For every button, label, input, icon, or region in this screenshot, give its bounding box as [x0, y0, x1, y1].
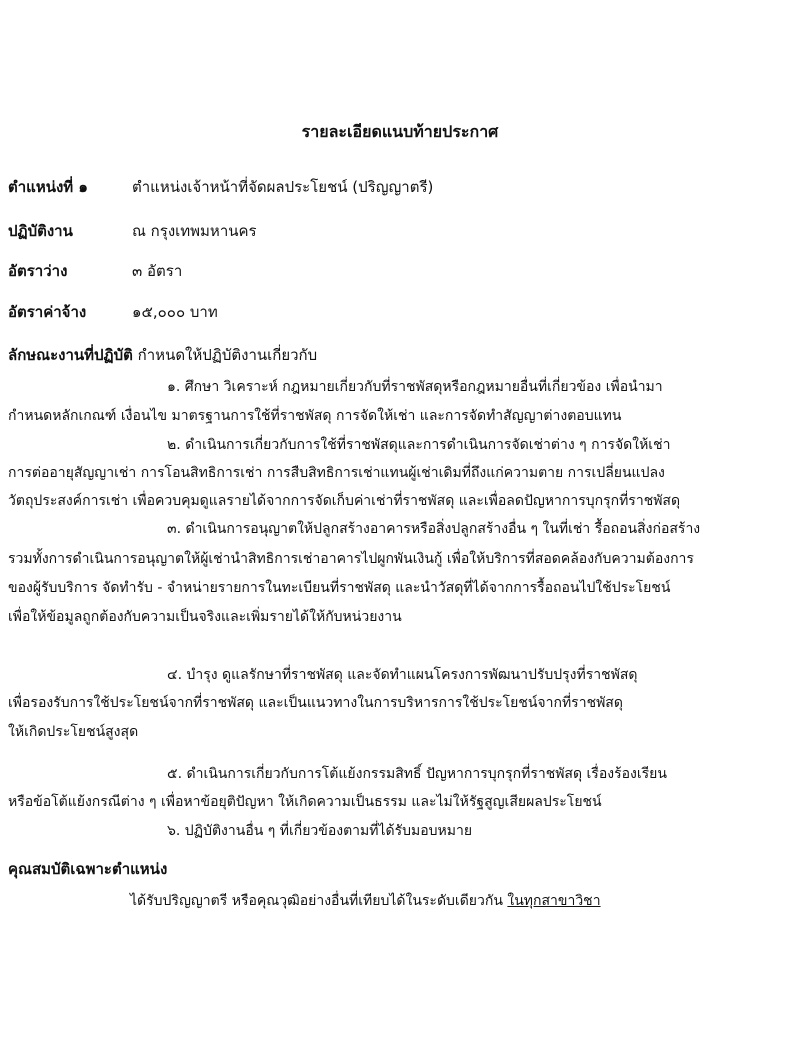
duty-line: ๒. ดำเนินการเกี่ยวกับการใช้ที่ราชพัสดุและการดำเนินการจัดเช่าต่าง ๆ การจัดให้เช่า	[167, 437, 671, 453]
duty-line: ๔. บำรุง ดูแลรักษาที่ราชพัสดุ และจัดทำแผนโครงการพัฒนาปรับปรุงที่ราชพัสดุ	[167, 667, 638, 683]
qualification-text	[130, 890, 601, 912]
field-workplace-label: ปฏิบัติงาน	[8, 222, 73, 240]
qualification-label: คุณสมบัติเฉพาะตำแหน่ง	[8, 860, 168, 878]
duties-intro: กำหนดให้ปฏิบัติงานเกี่ยวกับ	[137, 346, 318, 364]
qualification-underlined: ในทุกสาขาวิชา	[507, 893, 601, 909]
field-workplace-value: ณ กรุงเทพมหานคร	[132, 222, 257, 240]
field-salary	[8, 300, 218, 324]
duty-line: หรือข้อโต้แย้งกรณีต่าง ๆ เพื่อหาข้อยุติปัญหา ให้เกิดความเป็นธรรม และไม่ให้รัฐสูญเสียผลประโยชน์	[8, 794, 602, 810]
duty-line: ๕. ดำเนินการเกี่ยวกับการโต้แย้งกรรมสิทธิ์ ปัญหาการบุกรุกที่ราชพัสดุ เรื่องร้องเรียน	[167, 766, 667, 782]
field-position	[8, 175, 433, 199]
document-title: รายละเอียดแนบท้ายประกาศ	[301, 122, 499, 141]
field-position-value: ตำแหน่งเจ้าหน้าที่จัดผลประโยชน์ (ปริญญาตรี)	[132, 178, 434, 196]
field-position-label: ตำแหน่งที่ ๑	[8, 178, 88, 196]
field-vacancies-label: อัตราว่าง	[8, 262, 68, 280]
duty-line: การต่ออายุสัญญาเช่า การโอนสิทธิการเช่า การสืบสิทธิการเช่าแทนผู้เช่าเดิมที่ถึงแก่ความตาย การเปลี่ยนแปลง	[8, 465, 665, 481]
duty-line: ของผู้รับบริการ จัดทำรับ - จำหน่ายรายการในทะเบียนที่ราชพัสดุ และนำวัสดุที่ได้จากการรื้อถอนไปใช้ประโยชน์	[8, 580, 671, 596]
duty-line: เพื่อรองรับการใช้ประโยชน์จากที่ราชพัสดุ และเป็นแนวทางในการบริหารการใช้ประโยชน์จากที่ราชพัสดุ	[8, 695, 623, 711]
duty-line: เพื่อให้ข้อมูลถูกต้องกับความเป็นจริงและเพิ่มรายได้ให้กับหน่วยงาน	[8, 609, 402, 625]
duty-line: กำหนดหลักเกณฑ์ เงื่อนไข มาตรฐานการใช้ที่ราชพัสดุ การจัดให้เช่า และการจัดทำสัญญาต่างตอบแทน	[8, 408, 622, 424]
field-vacancies-value: ๓ อัตรา	[132, 262, 183, 280]
duty-line: ๖. ปฏิบัติงานอื่น ๆ ที่เกี่ยวข้องตามที่ได้รับมอบหมาย	[167, 823, 473, 839]
duty-line: รวมทั้งการดำเนินการอนุญาตให้ผู้เช่านำสิทธิการเช่าอาคารไปผูกพันเงินกู้ เพื่อให้บริการที่สอดคล้องกับความต้องการ	[8, 551, 694, 567]
duties-header	[8, 343, 317, 367]
field-workplace	[8, 219, 257, 243]
duty-line: ๑. ศึกษา วิเคราะห์ กฎหมายเกี่ยวกับที่ราชพัสดุหรือกฎหมายอื่นที่เกี่ยวข้อง เพื่อนำมา	[167, 379, 663, 395]
duty-line: ๓. ดำเนินการอนุญาตให้ปลูกสร้างอาคารหรือสิ่งปลูกสร้างอื่น ๆ ในที่เช่า รื้อถอนสิ่งก่อสร้าง	[167, 521, 701, 537]
field-salary-value: ๑๕,๐๐๐ บาท	[132, 303, 218, 321]
field-vacancies	[8, 259, 182, 283]
field-salary-label: อัตราค่าจ้าง	[8, 303, 87, 321]
duties-label: ลักษณะงานที่ปฏิบัติ	[8, 346, 133, 364]
duty-line: ให้เกิดประโยชน์สูงสุด	[8, 724, 139, 740]
duty-line: วัตถุประสงค์การเช่า เพื่อควบคุมดูแลรายได้จากการจัดเก็บค่าเช่าที่ราชพัสดุ และเพื่อลดปัญหาการบุกรุกที่ราชพัสดุ	[8, 493, 681, 509]
qualification-main: ได้รับปริญญาตรี หรือคุณวุฒิอย่างอื่นที่เทียบได้ในระดับเดียวกัน	[130, 893, 503, 909]
